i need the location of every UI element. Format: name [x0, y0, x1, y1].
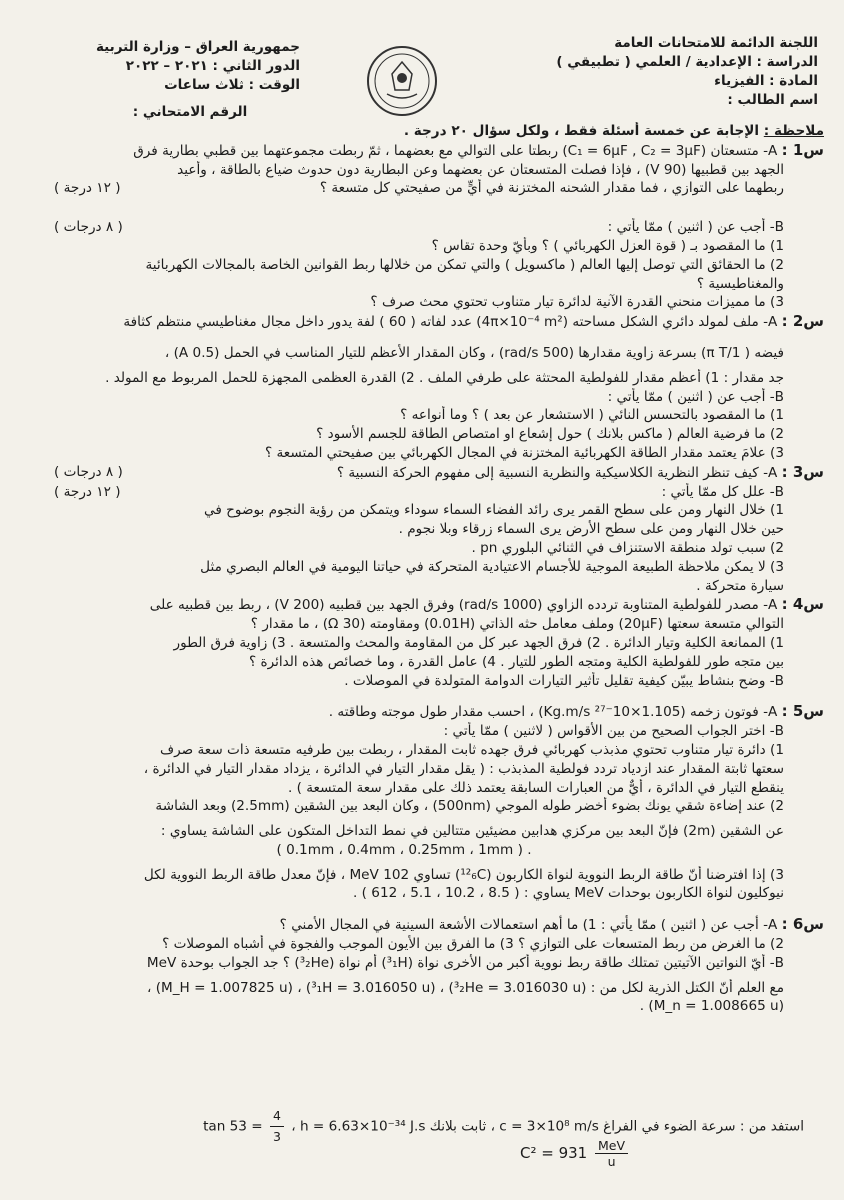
tan-denominator: 3 — [273, 1129, 281, 1144]
q3-a-text: A- كيف تنظر النظرية الكلاسيكية والنظرية النسبية إلى مفهوم الحركة النسبية ؟ — [336, 464, 778, 481]
tan-label: tan 53 = — [203, 1118, 263, 1135]
q6-a-text-2: 2) ما الغرض من ربط المتسعات على التوازي ؟ 3) ما الفرق بين الأيون الموجب والفجوة في أشباه الموصلات ؟ — [162, 936, 784, 953]
q1-a-line-1 — [24, 141, 824, 161]
q5-a-text: A- فوتون زخمه (1.105×10⁻²⁷ Kg.m/s) ، احسب مقدار طول موجته وطاقته . — [328, 704, 778, 721]
subject-line: المادة : الفيزياء — [714, 73, 818, 89]
q5-b-item-3-cont: نيوكليون لنواة الكاربون بوحدات MeV يساوي : ( 8.5 ، 10.2 ، 5.1 ، 612 ) . — [353, 885, 784, 902]
q6-b-text-2: مع العلم أنّ الكتل الذرية لكل من : (³₂He = 3.016030 u) ، (³₁H = 3.016050 u) ، (M_H = 1.007825 u) ، — [146, 979, 784, 996]
ministry-seal-icon — [365, 44, 439, 118]
c2-label: C² = 931 — [520, 1144, 588, 1162]
q2-b-item-1: 1) ما المقصود بالتحسس النائي ( الاستشعار عن بعد ) ؟ وما أنواعه ؟ — [400, 407, 784, 424]
c2-fraction — [595, 1138, 628, 1169]
ministry-line: جمهورية العراق – وزارة التربية — [95, 39, 300, 55]
q4-a-text-3: 1) الممانعة الكلية وتيار الدائرة . 2) فرق الجهد عبر كل من المقاومة والمحث والمتسعة . 3) زاوية فرق الطور — [173, 634, 784, 651]
session-line: الدور الثاني : ٢٠٢١ – ٢٠٢٢ — [125, 58, 300, 74]
c2-formula — [520, 1138, 631, 1169]
q5-b-item-1-cont2: ينقطع التيار في الدائرة ، أيٌّ من العبارات السابقة يعتمد ذلك على مقدار سعة المتسعة ) . — [288, 779, 784, 796]
q5-b-item-1-cont: سعتها ثابتة المقدار عند ازدياد تردد فولطية المذبذب : ( يقل مقدار التيار في الدائرة ، يزداد مقدار التيار في الدائرة ، — [143, 760, 784, 777]
q5-b-item-2-options: ( 0.1mm ، 0.4mm ، 0.25mm ، 1mm ) . — [276, 841, 532, 858]
q3-b-item-1: 1) خلال النهار ومن على سطح القمر يرى رائد الفضاء السماء سوداء ويتمكن من رؤية النجوم بوضوح في — [204, 502, 784, 519]
q6-b-text-1: B- أيّ النواتين الآتيتين تمتلك طاقة ربط نووية أكبر من الأخرى نواة (³₁H) أم نواة (³₂He) ؟ جد الجواب بوحدة MeV — [146, 954, 784, 971]
q1-b-intro: B- أجب عن ( اثنين ) ممّا يأتي : — [607, 219, 784, 236]
header-left — [40, 38, 300, 122]
time-line: الوقت : ثلاث ساعات — [164, 77, 300, 93]
q1-a-text-1: A- متسعتان (C₁ = 6μF , C₂ = 3μF) ربطتا على التوالي مع بعضهما ، ثمّ ربطت مجموعتهما بين قطبي بطارية فرق — [133, 142, 778, 159]
q1-b-item-3: 3) ما مميزات منحني القدرة الآنية لدائرة تيار متناوب تحتوي محث صرف ؟ — [370, 294, 784, 311]
committee-line: اللجنة الدائمة للامتحانات العامة — [614, 35, 818, 51]
q3-a-line — [24, 463, 824, 483]
q6-a-text-1: A- أجب عن ( اثنين ) ممّا يأتي : 1) ما أهم استعمالات الأشعة السينية في المجال الأمني ؟ — [279, 917, 778, 934]
q5-b-item-2: 2) عند إضاءة شقي يونك بضوء أخضر طوله الموجي (500nm) ، وكان البعد بين الشقين (2.5mm) وبعد الشاشة — [155, 798, 784, 815]
q1-b-intro-line — [24, 218, 824, 237]
q1-b-item-2: 2) ما الحقائق التي توصل إليها العالم ( ماكسويل ) والتي تمكن من خلالها ربط القوانين الخاصة بالمجالات الكهربائية — [145, 256, 784, 273]
tan-fraction — [270, 1106, 284, 1147]
q3-b-grade: ( ١٢ درجة ) — [54, 483, 121, 500]
q1-b-grade: ( ٨ درجات ) — [54, 219, 123, 236]
q3-tag: س3 : — [781, 462, 824, 481]
q1-b-item-2-cont: والمغناطيسية ؟ — [696, 275, 784, 292]
note-line — [24, 122, 824, 141]
q3-a-grade: ( ٨ درجات ) — [54, 463, 123, 480]
student-name-line: اسم الطالب : — [727, 92, 818, 108]
q6-b-text-3: (M_n = 1.008665 u) . — [639, 998, 784, 1015]
q2-a-line-1 — [24, 312, 824, 332]
tan-formula — [203, 1106, 287, 1147]
q2-b-item-3: 3) علامَ يعتمد مقدار الطاقة الكهربائية المختزنة في المجال الكهربائي بين صفيحتي المتسعة ؟ — [264, 444, 784, 461]
note-text: الإجابة عن خمسة أسئلة فقط ، ولكل سؤال ٢٠ درجة . — [403, 123, 764, 139]
q1-a-text-3: ربطهما على التوازي ، فما مقدار الشحنه المختزنة في أيٍّ من صفيحتي كل متسعة ؟ — [319, 180, 784, 197]
q3-b-item-3: 3) لا يمكن ملاحظة الطبيعة الموجية للأجسام الاعتيادية المتحركة في حياتنا اليومية في العالم البصري مثل — [200, 558, 784, 575]
q1-b-item-1: 1) ما المقصود بـ ( قوة العزل الكهربائي ) ؟ وبأيّ وحدة تقاس ؟ — [431, 237, 784, 254]
q3-b-intro: B- علل كل ممّا يأتي : — [661, 483, 784, 500]
q1-a-grade: ( ١٢ درجة ) — [54, 180, 121, 197]
q5-b-intro: B- اختر الجواب الصحيح من بين الأقواس ( لاثنين ) ممّا يأتي : — [443, 723, 784, 740]
q1-a-text-2: الجهد بين قطبيها (90 V) ، فإذا فصلت المتسعتان عن بعضهما وعن البطارية دون حدوث ضياع بالطاقة ، وأعيد — [177, 161, 784, 178]
q4-b-text: B- وضح بنشاط يبيّن كيفية تقليل تأثير التيارات الدوامة المتولدة في الموصلات . — [344, 672, 784, 689]
constants-footer — [24, 1106, 804, 1147]
q3-b-item-3-cont: سيارة متحركة . — [696, 577, 784, 594]
constants-line: استفد من : سرعة الضوء في الفراغ c = 3×10⁸ m/s ، ثابت بلانك h = 6.63×10⁻³⁴ J.s ، — [291, 1118, 804, 1135]
q5-a-line — [24, 702, 824, 722]
q5-b-item-1: 1) دائرة تيار متناوب تحتوي مذبذب كهربائي فرق جهده ثابت المقدار ، ربطت بين طرفيه متسعة ذات سعة صرف — [160, 741, 784, 758]
tan-numerator: 4 — [270, 1106, 284, 1127]
q2-b-item-2: 2) ما فرضية العالم ( ماكس بلانك ) حول إشعاع او امتصاص الطاقة للجسم الأسود ؟ — [316, 426, 784, 443]
exam-number-label: الرقم الامتحاني : — [132, 104, 248, 120]
exam-content — [24, 122, 824, 1016]
c2-numerator: MeV — [595, 1138, 628, 1154]
q4-a-text-4: بين متجه طور للفولطية الكلية ومتجه الطور للتيار . 4) عامل القدرة ، وما خصائص هذه الدائرة ؟ — [248, 653, 784, 670]
q1-tag: س1 : — [781, 140, 824, 159]
q4-a-text-1: A- مصدر للفولطية المتناوبة تردده الزاوي (1000 rad/s) وفرق الجهد بين قطبيه (200 V) ، ربط بين قطبيه على — [149, 597, 778, 614]
q1-a-line-3 — [24, 179, 824, 198]
q3-b-intro-line — [24, 483, 824, 502]
q6-a-line-1 — [24, 915, 824, 935]
q2-a-text-2: فيضه ( 1/π T) بسرعة زاوية مقدارها (500 rad/s) ، وكان المقدار الأعظم للتيار المناسب في الحمل (0.5 A) ، — [164, 344, 784, 361]
q6-tag: س6 : — [781, 915, 824, 934]
q5-tag: س5 : — [781, 702, 824, 721]
q3-b-item-1-cont: حين خلال النهار ومن على سطح الأرض يرى السماء زرقاء وبلا نجوم . — [398, 521, 784, 538]
q5-b-item-3: 3) إذا افترضنا أنّ طاقة الربط النووية لنواة الكاربون (¹²₆C) تساوي 102 MeV ، فإنّ معدل طاقة الربط النووية لكل — [143, 866, 784, 883]
note-label: ملاحظة : — [763, 123, 824, 139]
q5-b-item-2-cont: عن الشقين (2m) فإنّ البعد بين مركزي هدابين مضيئين متتالين في نمط التداخل المتكون على الشاشة يساوي : — [160, 823, 784, 840]
q2-tag: س2 : — [781, 312, 824, 331]
q4-a-text-2: التوالي متسعة سعتها (20μF) وملف معامل حثه الذاتي (0.01H) ومقاومته (30 Ω) ، ما مقدار ؟ — [250, 616, 784, 633]
q2-b-intro: B- أجب عن ( اثنين ) ممّا يأتي : — [607, 388, 784, 405]
q4-tag: س4 : — [781, 595, 824, 614]
q3-b-item-2: 2) سبب تولد منطقة الاستنزاف في الثنائي البلوري pn . — [471, 539, 784, 556]
q4-a-line-1 — [24, 595, 824, 615]
study-line: الدراسة : الإعدادية / العلمي ( تطبيقي ) — [556, 54, 818, 70]
q2-a-text-1: A- ملف لمولد دائري الشكل مساحته (4π×10⁻⁴ m²) عدد لفاته ( 60 ) لفة يدور داخل مجال مغناطيسي منتظم كثافة — [123, 314, 778, 331]
c2-denominator: u — [607, 1154, 616, 1169]
header-right — [498, 34, 818, 110]
q2-a-text-3: جد مقدار : 1) أعظم مقدار للفولطية المحتثة على طرفي الملف . 2) القدرة العظمى المجهزة للحمل المربوط مع المولد . — [105, 369, 784, 386]
